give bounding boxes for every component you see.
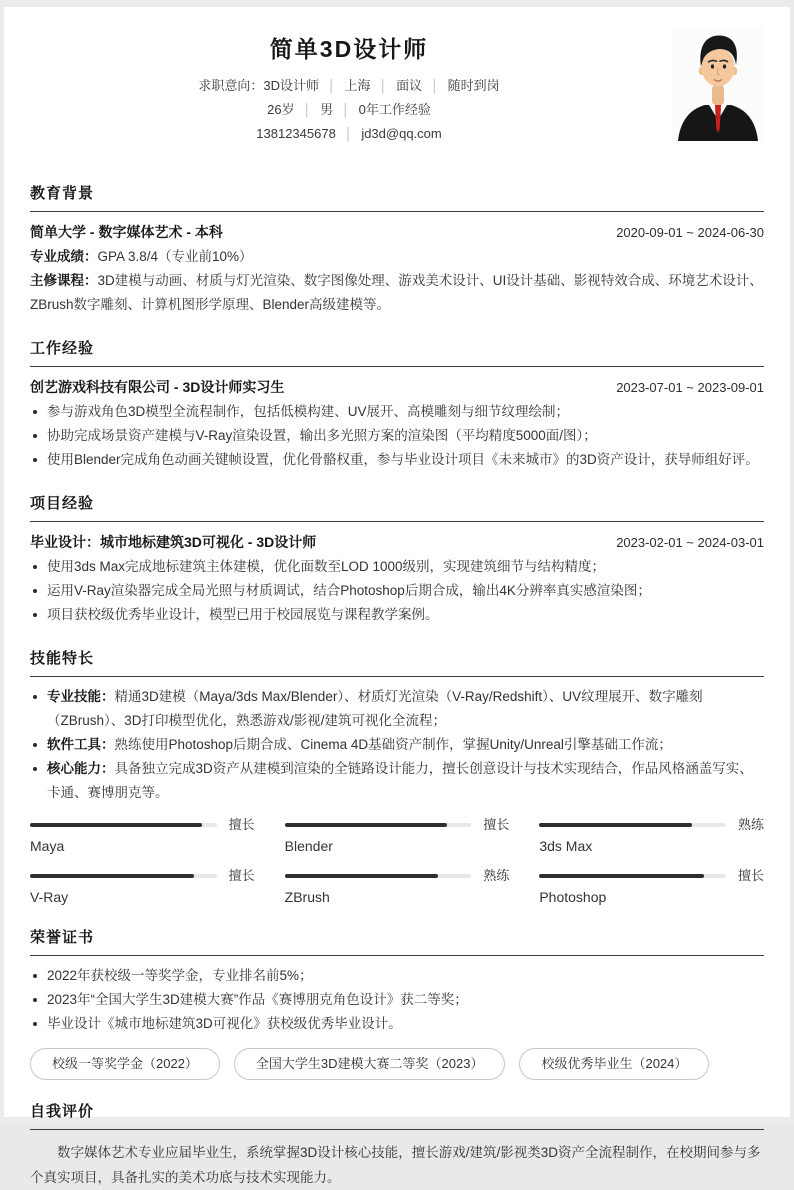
section-title-education: 教育背景 <box>30 182 764 212</box>
skill-bar-blender <box>285 817 510 855</box>
project-bullet-text: 使用3ds Max完成地标建筑主体建模，优化面数至LOD 1000级别，实现建筑细节与结构精度； <box>47 559 606 574</box>
job-intent-line <box>30 74 668 98</box>
skills-bullet <box>30 757 764 805</box>
skill-name: V-Ray <box>30 889 69 905</box>
contact-line <box>30 122 668 146</box>
skill-bar-fill <box>30 823 202 827</box>
separator: │ <box>342 103 350 117</box>
project-entry-head <box>30 530 764 555</box>
skills-bullet-text <box>47 733 672 757</box>
section-skills <box>30 647 764 906</box>
work-entry-head <box>30 375 764 400</box>
skill-bar-photoshop <box>539 868 764 906</box>
section-title-skills: 技能特长 <box>30 647 764 677</box>
skill-bar-track <box>285 823 472 827</box>
skill-level-label: 擅长 <box>737 868 764 883</box>
education-entry-head <box>30 220 764 245</box>
skills-bullet <box>30 685 764 733</box>
section-title-honors: 荣誉证书 <box>30 926 764 956</box>
work-bullet-text: 参与游戏角色3D模型全流程制作，包括低模构建、UV展开、高模雕刻与细节纹理绘制； <box>47 404 570 419</box>
project-entry-title: 毕业设计：城市地标建筑3D可视化 - 3D设计师 <box>30 534 317 550</box>
skill-level-label: 熟练 <box>737 817 764 832</box>
honors-bullet-text: 2023年“全国大学生3D建模大赛”作品《赛博朋克角色设计》获二等奖； <box>47 992 468 1007</box>
honor-badge: 全国大学生3D建模大赛二等奖（2023） <box>234 1048 506 1080</box>
section-title-project: 项目经验 <box>30 492 764 522</box>
skills-bullet-body: 具备独立完成3D资产从建模到渲染的全链路设计能力，擅长创意设计与技术实现结合，作品风格涵盖写实、卡通、赛博朋克等。 <box>47 761 753 800</box>
skill-bar-3dsmax <box>539 817 764 855</box>
gpa-label: 专业成绩： <box>30 249 98 264</box>
honor-badges <box>30 1048 764 1080</box>
honors-bullet-text: 毕业设计《城市地标建筑3D可视化》获校级优秀毕业设计。 <box>47 1016 402 1031</box>
skills-bullet-label: 核心能力： <box>47 761 115 776</box>
intent-availability: 随时到岗 <box>447 78 500 93</box>
header-text-block <box>30 27 668 146</box>
skill-name: Maya <box>30 838 65 854</box>
education-date-range: 2020-09-01 ~ 2024-06-30 <box>616 225 764 240</box>
bullet-dot-icon <box>33 695 37 699</box>
courses-value: 3D建模与动画、材质与灯光渲染、数字图像处理、游戏美术设计、UI设计基础、影视特效合成、环境艺术设计、ZBrush数字雕刻、计算机图形学原理、Blender高级建模等。 <box>30 273 763 312</box>
section-summary <box>30 1100 764 1190</box>
honor-badge: 校级优秀毕业生（2024） <box>519 1048 709 1080</box>
skill-bar-zbrush <box>285 868 510 906</box>
project-date-range: 2023-02-01 ~ 2024-03-01 <box>616 535 764 550</box>
work-bullet <box>30 424 764 448</box>
section-work <box>30 337 764 472</box>
honor-badge: 校级一等奖学金（2022） <box>30 1048 220 1080</box>
skill-bar-track <box>285 874 472 878</box>
education-gpa-row <box>30 245 764 269</box>
work-bullet-text: 使用Blender完成角色动画关键帧设置，优化骨骼权重，参与毕业设计项目《未来城市》的3D资产设计，获导师组好评。 <box>47 452 759 467</box>
skill-bar-fill <box>30 874 194 878</box>
section-title-summary: 自我评价 <box>30 1100 764 1130</box>
bullet-dot-icon <box>33 743 37 747</box>
skills-bullet-text <box>47 685 764 733</box>
skill-level-label: 擅长 <box>483 817 510 832</box>
courses-label: 主修课程： <box>30 273 98 288</box>
phone-number: 13812345678 <box>256 126 336 141</box>
project-bullet-text: 项目获校级优秀毕业设计，模型已用于校园展览与课程教学案例。 <box>47 607 439 622</box>
separator: │ <box>328 79 336 93</box>
skill-bar-track <box>30 823 217 827</box>
skill-bar-fill <box>285 823 447 827</box>
intent-label: 求职意向： <box>198 78 264 93</box>
skill-bar-track <box>30 874 217 878</box>
bullet-dot-icon <box>33 767 37 771</box>
avatar-illustration <box>672 27 764 141</box>
bullet-dot-icon <box>33 458 37 462</box>
skill-bar-track <box>539 823 726 827</box>
section-honors <box>30 926 764 1080</box>
gender: 男 <box>320 102 334 117</box>
candidate-name: 简单3D设计师 <box>269 36 429 62</box>
skill-bar-track <box>539 874 726 878</box>
bullet-dot-icon <box>33 434 37 438</box>
skill-level-label: 擅长 <box>228 868 255 883</box>
work-bullet <box>30 448 764 472</box>
bullet-dot-icon <box>33 974 37 978</box>
project-bullet <box>30 603 764 627</box>
skills-bullet-body: 精通3D建模（Maya/3ds Max/Blender）、材质灯光渲染（V-Ray/Redshift）、UV纹理展开、数字雕刻（ZBrush）、3D打印模型优化，熟悉游戏/影视/建筑可视化全流程； <box>47 689 703 728</box>
project-bullet <box>30 579 764 603</box>
honors-bullet-text: 2022年获校级一等奖学金，专业排名前5%； <box>47 968 313 983</box>
skill-bar-maya <box>30 817 255 855</box>
section-project <box>30 492 764 627</box>
gpa-value: GPA 3.8/4（专业前10%） <box>97 249 253 264</box>
skills-bullet-label: 专业技能： <box>47 689 115 704</box>
skills-bullet-body: 熟练使用Photoshop后期合成、Cinema 4D基础资产制作，掌握Unity/Unreal引擎基础工作流； <box>114 737 672 752</box>
experience-years: 0年工作经验 <box>358 102 431 117</box>
bullet-dot-icon <box>33 565 37 569</box>
intent-position: 3D设计师 <box>263 78 320 93</box>
separator: │ <box>303 103 312 117</box>
project-bullet-text: 运用V-Ray渲染器完成全局光照与材质调试，结合Photoshop后期合成，输出4K分辨率真实感渲染图； <box>47 583 651 598</box>
skill-bar-fill <box>539 874 703 878</box>
skill-name: ZBrush <box>284 889 330 905</box>
honors-bullet <box>30 964 764 988</box>
honors-bullet <box>30 988 764 1012</box>
skill-bar-vray <box>30 868 255 906</box>
skills-bullet <box>30 733 764 757</box>
work-date-range: 2023-07-01 ~ 2023-09-01 <box>616 380 764 395</box>
work-entry-title: 创艺游戏科技有限公司 - 3D设计师实习生 <box>30 379 285 395</box>
education-entry-title: 简单大学 - 数字媒体艺术 - 本科 <box>30 224 223 240</box>
skill-bars-grid <box>30 817 764 906</box>
skill-name: Blender <box>284 838 333 854</box>
age: 26岁 <box>267 102 295 117</box>
separator: │ <box>344 127 353 141</box>
email-address: jd3d@qq.com <box>361 126 442 141</box>
bullet-dot-icon <box>33 589 37 593</box>
summary-paragraph: 数字媒体艺术专业应届毕业生，系统掌握3D设计核心技能，擅长游戏/建筑/影视类3D资产全流程制作，在校期间参与多个真实项目，具备扎实的美术功底与技术实现能力。 <box>30 1145 761 1185</box>
bullet-dot-icon <box>33 410 37 414</box>
bullet-dot-icon <box>33 613 37 617</box>
intent-salary: 面议 <box>396 78 423 93</box>
skill-level-label: 熟练 <box>483 868 510 883</box>
skills-bullet-text <box>47 757 764 805</box>
project-bullet <box>30 555 764 579</box>
resume-page <box>4 7 790 1185</box>
bullet-dot-icon <box>33 998 37 1002</box>
work-bullet-text: 协助完成场景资产建模与V-Ray渲染设置，输出多光照方案的渲染图（平均精度5000面/图）； <box>47 428 597 443</box>
intent-city: 上海 <box>344 78 371 93</box>
bullet-dot-icon <box>33 1022 37 1026</box>
skill-bar-fill <box>539 823 692 827</box>
avatar-photo <box>672 27 764 141</box>
section-title-work: 工作经验 <box>30 337 764 367</box>
work-bullet <box>30 400 764 424</box>
section-education <box>30 182 764 317</box>
basic-info-line <box>30 98 668 122</box>
skill-bar-fill <box>285 874 438 878</box>
skill-level-label: 擅长 <box>228 817 255 832</box>
resume-header <box>30 27 764 146</box>
skills-bullet-label: 软件工具： <box>47 737 115 752</box>
skill-name: 3ds Max <box>539 838 593 854</box>
honors-bullet <box>30 1012 764 1036</box>
education-courses-row <box>30 269 764 317</box>
separator: │ <box>431 79 439 93</box>
skill-name: Photoshop <box>539 889 607 905</box>
separator: │ <box>379 79 388 93</box>
